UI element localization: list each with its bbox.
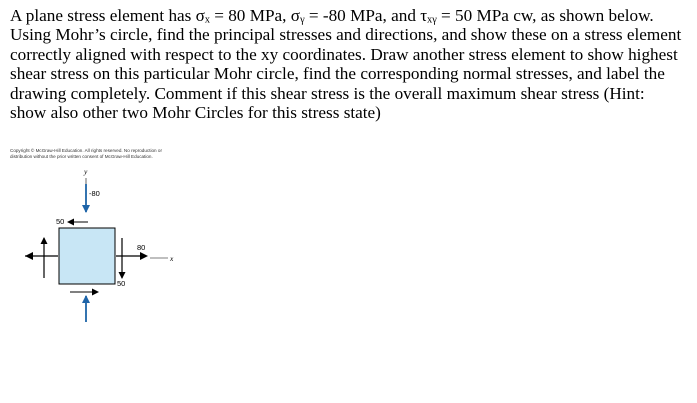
tau-right-label: 50 xyxy=(117,279,126,288)
tau-left-label: 50 xyxy=(56,217,65,226)
problem-line-6: show also other two Mohr Circles for this stress state) xyxy=(10,103,381,123)
sigma-x-label: 80 xyxy=(137,243,146,252)
x-axis-label: x xyxy=(170,254,174,263)
problem-line-3: correctly aligned with respect to the xy coordinates. Draw another stress element to show highest xyxy=(10,44,678,64)
stress-element xyxy=(59,228,115,284)
problem-line-5: drawing completely. Comment if this shear stress is the overall maximum shear stress (Hint: xyxy=(10,83,645,103)
y-axis-label: y xyxy=(84,167,88,176)
sigma-x-left-arrowhead xyxy=(25,252,33,260)
sigma-y-label: -80 xyxy=(89,189,100,198)
problem-line-2: Using Mohr’s circle, find the principal stresses and directions, and show these on a stress element xyxy=(10,25,682,45)
problem-line-4: shear stress on this particular Mohr circle, find the corresponding normal stresses, and label the xyxy=(10,64,665,84)
problem-line-1: A plane stress element has σₓ = 80 MPa, σᵧ = -80 MPa, and τₓᵧ = 50 MPa cw, as shown below. xyxy=(10,6,654,25)
copyright-line-1: Copyright © McGraw-Hill Education. All rights reserved. No reproduction or xyxy=(10,148,162,153)
sigma-x-right-arrowhead xyxy=(140,252,148,260)
copyright-line-2: distribution without the prior written consent of McGraw-Hill Education. xyxy=(10,154,153,159)
